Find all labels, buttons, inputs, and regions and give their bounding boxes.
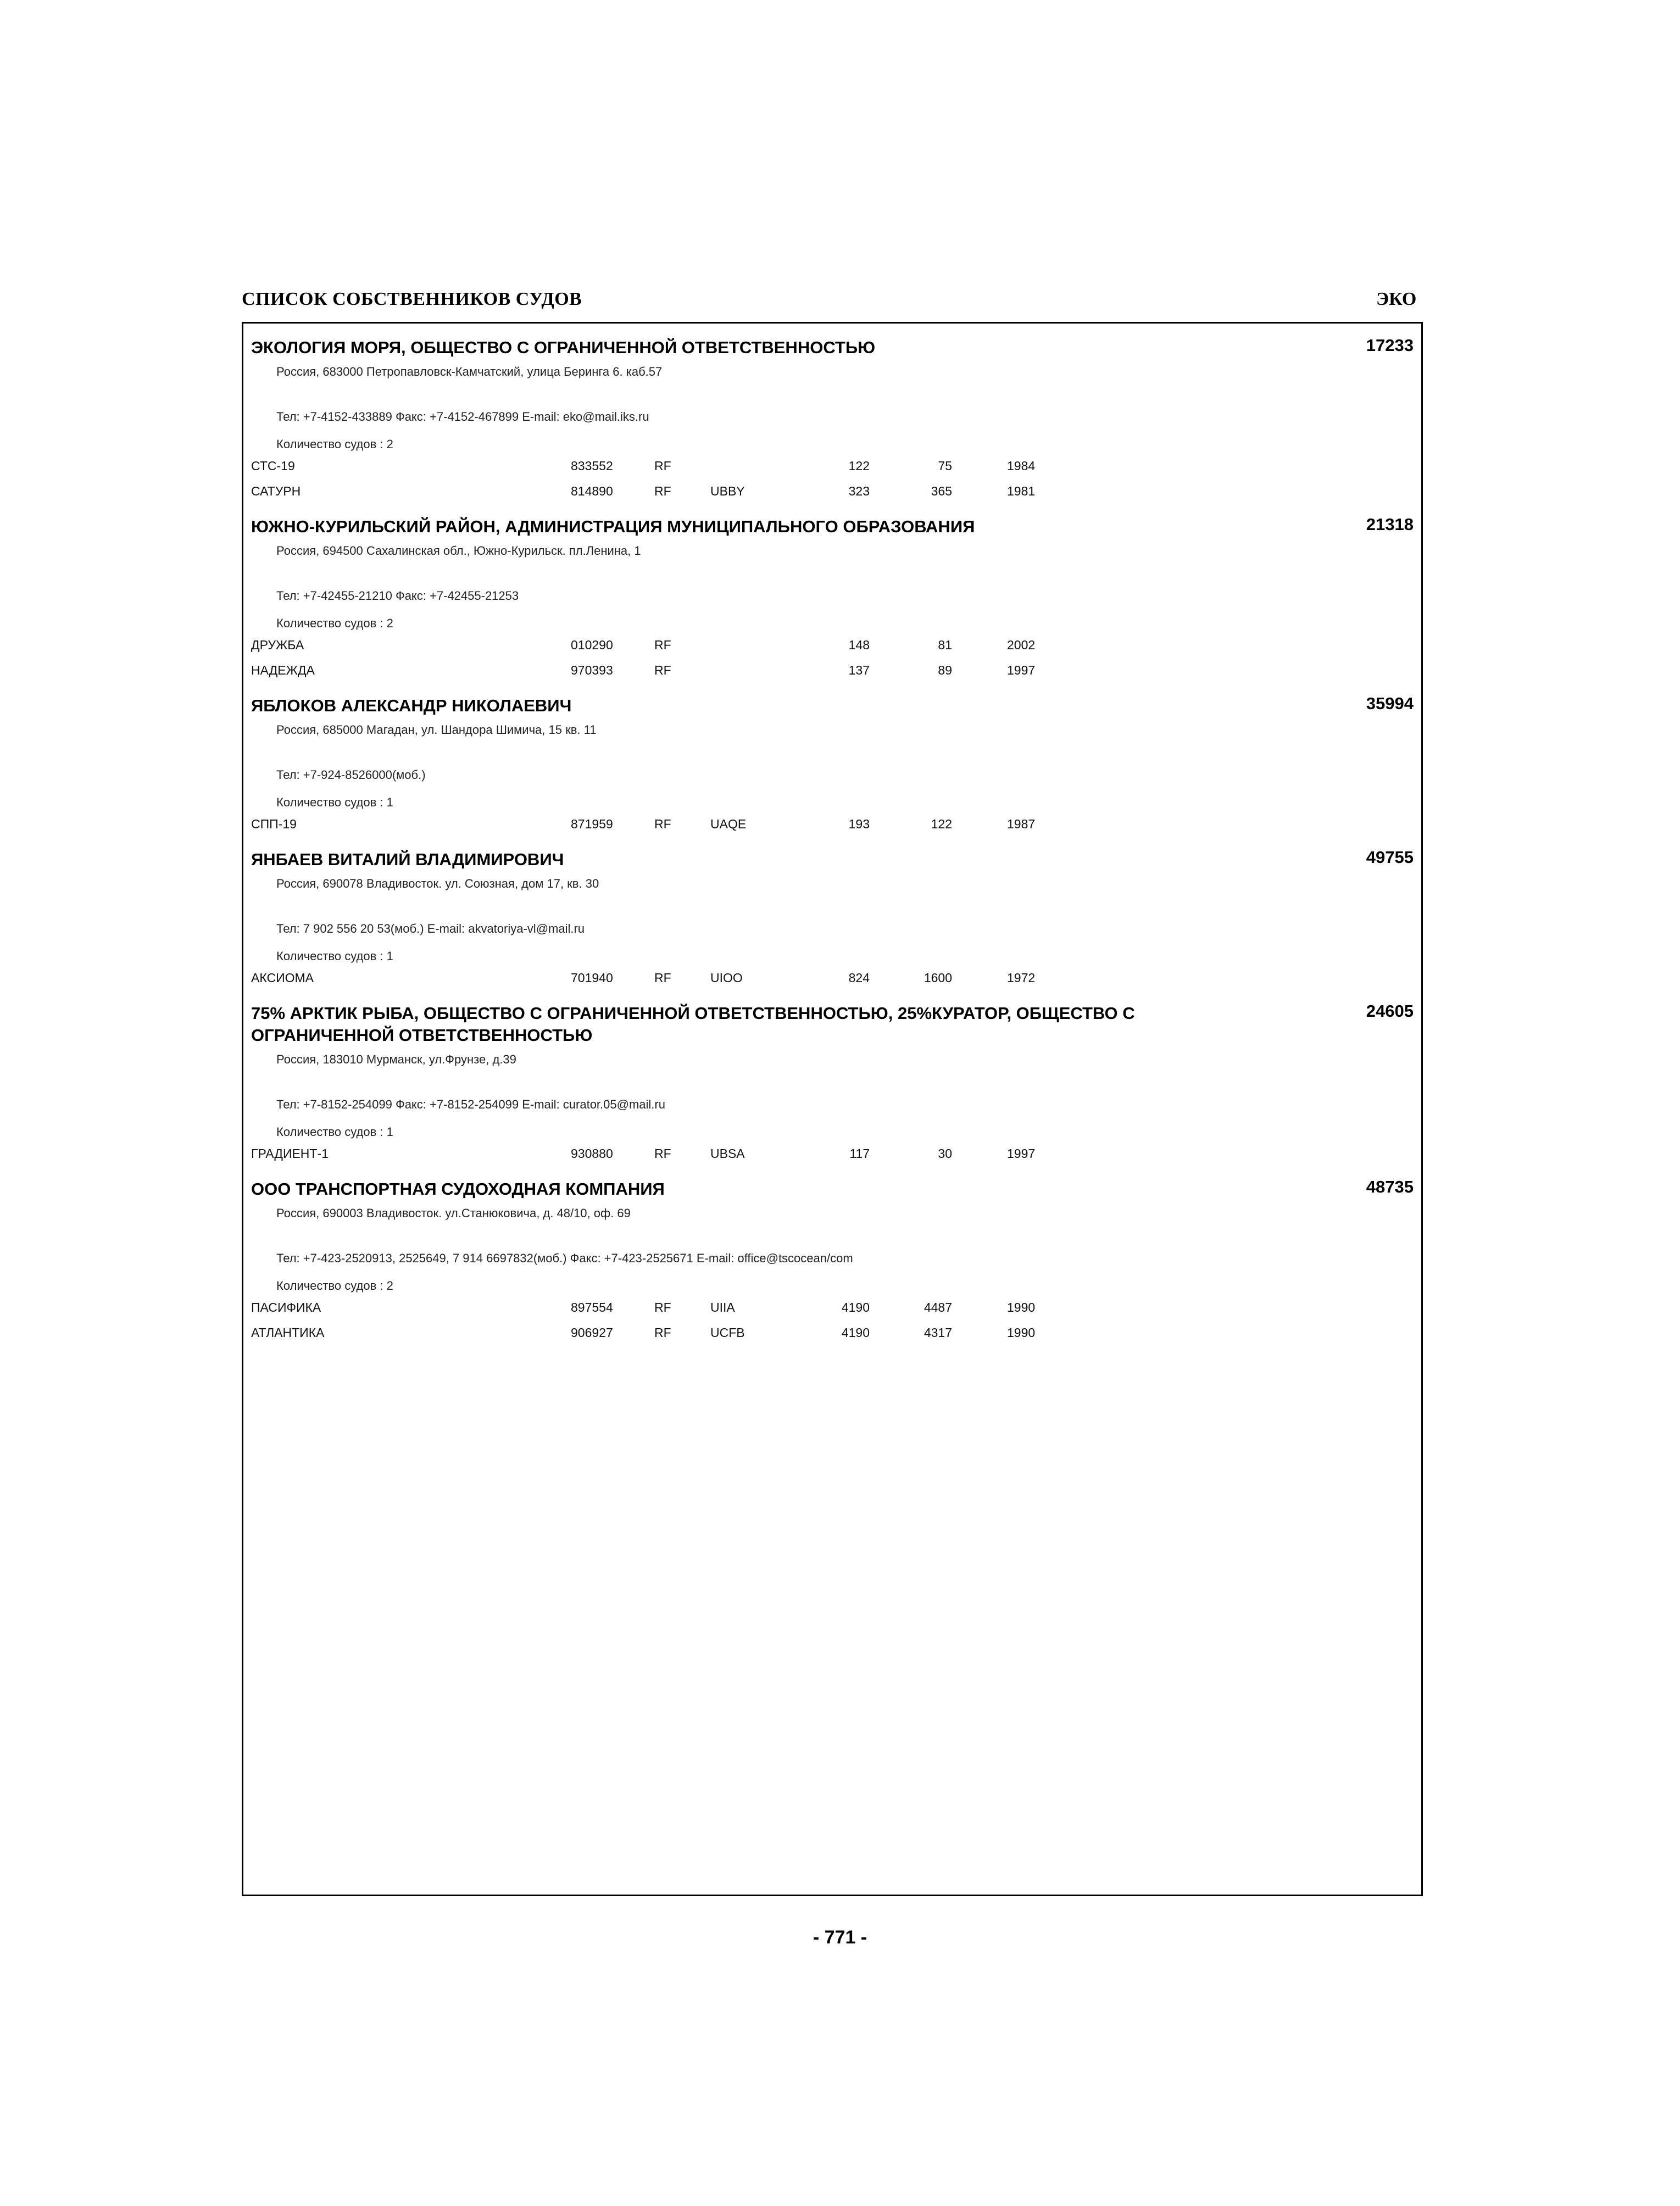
vessel-name: ДРУЖБА: [251, 638, 304, 652]
vessel-callsign: UCFB: [710, 1325, 745, 1340]
vessel-year: 1972: [1007, 971, 1036, 985]
vessel-deadweight: 4487: [924, 1300, 952, 1314]
vessel-deadweight: 81: [938, 638, 952, 652]
owner-name: ЯНБАЕВ ВИТАЛИЙ ВЛАДИМИРОВИЧ: [251, 850, 564, 869]
vessel-number: 906927: [571, 1325, 613, 1340]
owner-id: 48735: [1366, 1177, 1414, 1196]
owner-contacts: Тел: +7-8152-254099 Факс: +7-8152-254099 E-mail: curator.05@mail.ru: [276, 1098, 665, 1111]
vessel-gross-tonnage: 122: [848, 459, 870, 473]
owner-id: 17233: [1366, 336, 1414, 355]
owner-id: 49755: [1366, 848, 1414, 867]
vessel-gross-tonnage: 4190: [841, 1325, 870, 1340]
vessel-gross-tonnage: 148: [848, 638, 870, 652]
vessel-name: АКСИОМА: [251, 971, 314, 985]
vessel-year: 1987: [1007, 817, 1036, 831]
vessel-callsign: UAQE: [710, 817, 747, 831]
owner-address: Россия, 183010 Мурманск, ул.Фрунзе, д.39: [276, 1052, 516, 1066]
owner-address: Россия, 690078 Владивосток. ул. Союзная, дом 17, кв. 30: [276, 877, 599, 890]
vessel-row: [243, 478, 1421, 504]
owner-name: 75% АРКТИК РЫБА, ОБЩЕСТВО С ОГРАНИЧЕННОЙ ОТВЕТСТВЕННОСТЬЮ, 25%КУРАТОР, ОБЩЕСТВО С ОГРАНИЧЕННОЙ ОТВЕТСТВЕННОСТЬЮ: [251, 1004, 1135, 1045]
vessel-number: 970393: [571, 663, 613, 677]
vessel-deadweight: 30: [938, 1146, 952, 1161]
vessel-flag: RF: [654, 1300, 671, 1314]
vessel-year: 2002: [1007, 638, 1036, 652]
owner-contacts: Тел: +7-4152-433889 Факс: +7-4152-467899 E-mail: eko@mail.iks.ru: [276, 410, 649, 424]
vessel-deadweight: 122: [931, 817, 952, 831]
vessel-flag: RF: [654, 1146, 671, 1161]
owner-id: 35994: [1366, 694, 1414, 713]
vessel-callsign: UIIA: [710, 1300, 735, 1314]
vessel-name: СПП-19: [251, 817, 297, 831]
vessel-gross-tonnage: 824: [848, 971, 870, 985]
owner-contacts: Тел: +7-924-8526000(моб.): [276, 768, 426, 782]
owner-entry: [243, 1178, 1421, 1345]
vessel-callsign: UBSA: [710, 1146, 745, 1161]
vessel-row: [243, 658, 1421, 683]
owner-id: 24605: [1366, 1001, 1414, 1021]
vessel-year: 1997: [1007, 1146, 1036, 1161]
vessel-flag: RF: [654, 1325, 671, 1340]
owner-contacts: Тел: +7-423-2520913, 2525649, 7 914 6697832(моб.) Факс: +7-423-2525671 E-mail: office@tscocean/com: [276, 1251, 853, 1265]
vessel-year: 1984: [1007, 459, 1036, 473]
vessel-count: Количество судов : 1: [276, 795, 393, 809]
vessel-row: [243, 632, 1421, 658]
owner-name: ЯБЛОКОВ АЛЕКСАНДР НИКОЛАЕВИЧ: [251, 696, 572, 715]
vessel-deadweight: 89: [938, 663, 952, 677]
vessel-gross-tonnage: 323: [848, 484, 870, 498]
owner-contacts: Тел: 7 902 556 20 53(моб.) E-mail: akvatoriya-vl@mail.ru: [276, 922, 585, 935]
vessel-number: 814890: [571, 484, 613, 498]
owner-address: Россия, 694500 Сахалинская обл., Южно-Курильск. пл.Ленина, 1: [276, 544, 641, 558]
vessel-callsign: UBBY: [710, 484, 745, 498]
page-number: - 771 -: [813, 1927, 867, 1948]
vessel-year: 1990: [1007, 1325, 1036, 1340]
owner-contacts: Тел: +7-42455-21210 Факс: +7-42455-21253: [276, 589, 519, 603]
vessel-flag: RF: [654, 971, 671, 985]
vessel-flag: RF: [654, 663, 671, 677]
owners-list: [243, 324, 1421, 1340]
vessel-number: 871959: [571, 817, 613, 831]
vessel-flag: RF: [654, 484, 671, 498]
vessel-row: [243, 1320, 1421, 1345]
vessel-count: Количество судов : 2: [276, 1279, 393, 1293]
owner-id: 21318: [1366, 515, 1414, 534]
vessel-number: 897554: [571, 1300, 613, 1314]
vessel-count: Количество судов : 2: [276, 616, 393, 630]
vessel-number: 701940: [571, 971, 613, 985]
owner-entry: [243, 516, 1421, 683]
vessel-name: ГРАДИЕНТ-1: [251, 1146, 329, 1161]
vessel-number: 930880: [571, 1146, 613, 1161]
vessel-count: Количество судов : 1: [276, 949, 393, 963]
vessel-row: [243, 965, 1421, 990]
vessel-name: САТУРН: [251, 484, 301, 498]
page-title: СПИСОК СОБСТВЕННИКОВ СУДОВ: [242, 289, 582, 309]
owners-frame: [242, 322, 1423, 1896]
vessel-year: 1981: [1007, 484, 1036, 498]
vessel-count: Количество судов : 2: [276, 437, 393, 451]
vessel-gross-tonnage: 117: [849, 1146, 870, 1161]
vessel-deadweight: 1600: [924, 971, 952, 985]
vessel-flag: RF: [654, 817, 671, 831]
owner-entry: [243, 695, 1421, 837]
vessel-number: 010290: [571, 638, 613, 652]
owner-entry: [243, 849, 1421, 990]
vessel-gross-tonnage: 193: [848, 817, 870, 831]
vessel-name: АТЛАНТИКА: [251, 1325, 325, 1340]
section-code: ЭКО: [1376, 289, 1417, 309]
vessel-name: ПАСИФИКА: [251, 1300, 321, 1314]
vessel-gross-tonnage: 4190: [841, 1300, 870, 1314]
owner-address: Россия, 690003 Владивосток. ул.Станюковича, д. 48/10, оф. 69: [276, 1206, 631, 1220]
vessel-row: [243, 1141, 1421, 1166]
vessel-year: 1990: [1007, 1300, 1036, 1314]
vessel-row: [243, 811, 1421, 837]
vessel-row: [243, 1295, 1421, 1320]
vessel-name: СТС-19: [251, 459, 295, 473]
vessel-flag: RF: [654, 638, 671, 652]
owner-entry: [243, 337, 1421, 504]
vessel-deadweight: 4317: [924, 1325, 952, 1340]
owner-address: Россия, 683000 Петропавловск-Камчатский, улица Беринга 6. каб.57: [276, 365, 663, 378]
owner-name: ЮЖНО-КУРИЛЬСКИЙ РАЙОН, АДМИНИСТРАЦИЯ МУНИЦИПАЛЬНОГО ОБРАЗОВАНИЯ: [251, 517, 975, 536]
vessel-callsign: UIOO: [710, 971, 743, 985]
owner-name: ООО ТРАНСПОРТНАЯ СУДОХОДНАЯ КОМПАНИЯ: [251, 1179, 665, 1199]
vessel-number: 833552: [571, 459, 613, 473]
vessel-name: НАДЕЖДА: [251, 663, 315, 677]
owner-address: Россия, 685000 Магадан, ул. Шандора Шимича, 15 кв. 11: [276, 723, 597, 737]
vessel-year: 1997: [1007, 663, 1036, 677]
vessel-deadweight: 75: [938, 459, 952, 473]
vessel-deadweight: 365: [931, 484, 952, 498]
vessel-count: Количество судов : 1: [276, 1125, 393, 1139]
vessel-gross-tonnage: 137: [848, 663, 870, 677]
vessel-row: [243, 453, 1421, 478]
owner-name: ЭКОЛОГИЯ МОРЯ, ОБЩЕСТВО С ОГРАНИЧЕННОЙ ОТВЕТСТВЕННОСТЬЮ: [251, 338, 876, 357]
vessel-flag: RF: [654, 459, 671, 473]
owner-entry: [243, 1002, 1421, 1166]
